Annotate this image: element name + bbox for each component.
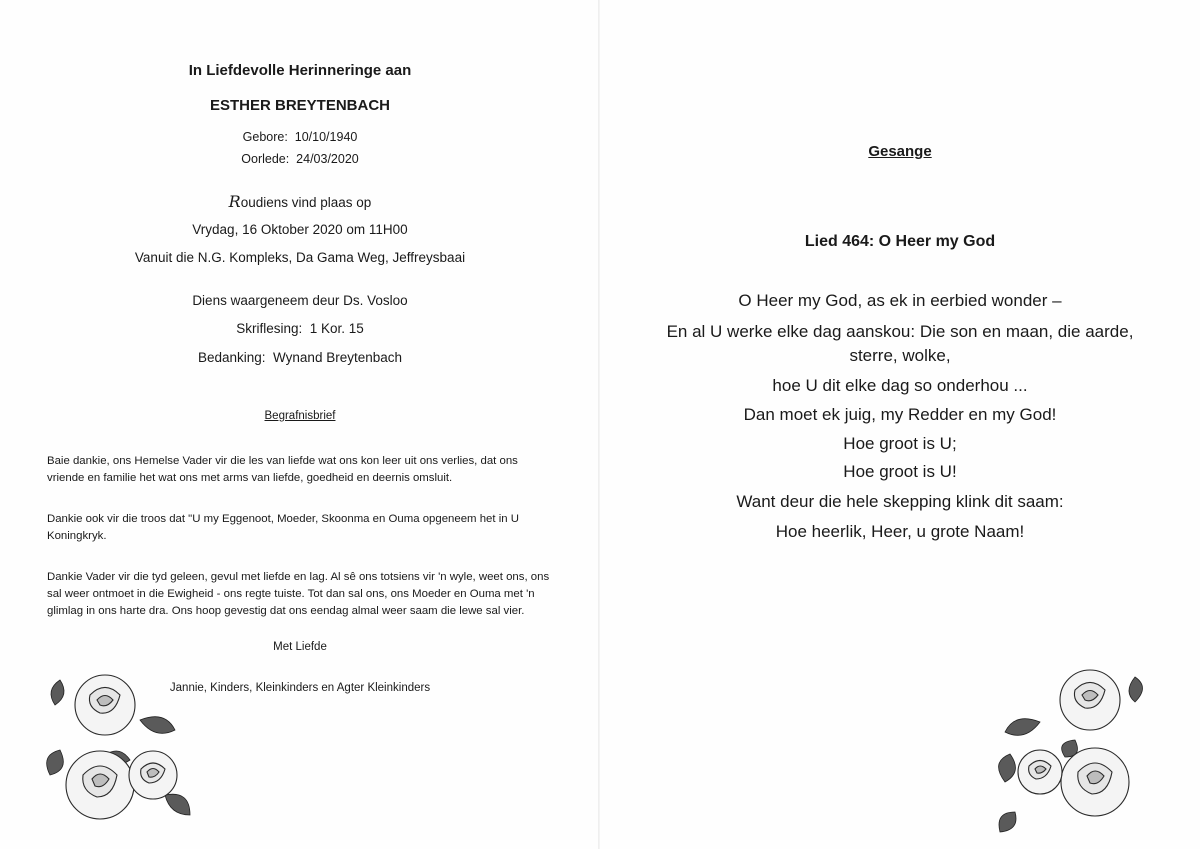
thanks-label: Bedanking: bbox=[197, 350, 266, 365]
hymn-line: hoe U dit elke dag so onderhou ... bbox=[772, 376, 1028, 395]
hymn-line: Dan moet ek juig, my Redder en my God! bbox=[743, 405, 1057, 424]
thanks-by: Wynand Breytenbach bbox=[273, 350, 403, 365]
died-line bbox=[0, 152, 600, 166]
venue: Vanuit die N.G. Kompleks, Da Gama Weg, Jeffreysbaai bbox=[134, 250, 466, 265]
letter-paragraph: Dankie ook vir die troos dat "U my Eggenoot, Moeder, Skoonma en Ouma opgeneem het in U Koningkryk. bbox=[47, 513, 519, 542]
rose-cluster-icon bbox=[45, 665, 195, 840]
letter-paragraph: Dankie Vader vir die tyd geleen, gevul met liefde en lag. Al sê ons totsiens vir 'n wyle, weet ons, ons sal weer ontmoet in die Ewigheid - ons regte tuiste. Tot dan sal ons, ons Moeder en Ouma met 'n glimlag in ons harte dra. Ons hoop gevestig dat ons eendag almal weer saam die lewe sal vier. bbox=[47, 571, 550, 617]
born-line bbox=[0, 130, 600, 144]
letter-title: Begrafnisbrief bbox=[264, 410, 336, 422]
scripture-line bbox=[0, 321, 600, 336]
hymn-line: Hoe groot is U! bbox=[843, 462, 957, 481]
hymn-title: Lied 464: O Heer my God bbox=[804, 233, 996, 250]
hymn-line: Hoe heerlik, Heer, u grote Naam! bbox=[775, 522, 1025, 541]
letter-paragraph: Baie dankie, ons Hemelse Vader vir die les van liefde wat ons kon leer uit ons verlies, dat ons vriende en familie het wat ons met arms van liefde, goedheid en deernis omsluit. bbox=[47, 455, 518, 484]
born-label: Gebore: bbox=[242, 130, 288, 144]
rose-cluster-icon bbox=[995, 662, 1150, 837]
hymn-line: Hoe groot is U; bbox=[843, 434, 957, 453]
service-date: Vrydag, 16 Oktober 2020 om 11H00 bbox=[192, 222, 408, 237]
officiant: Diens waargeneem deur Ds. Vosloo bbox=[192, 293, 408, 308]
hymn-line: O Heer my God, as ek in eerbied wonder – bbox=[738, 291, 1062, 310]
closing: Met Liefde bbox=[273, 641, 327, 653]
service-intro bbox=[0, 192, 600, 211]
service-intro-text: oudiens vind plaas op bbox=[240, 195, 372, 210]
scripture-reference: 1 Kor. 15 bbox=[309, 321, 364, 336]
hymn-line: En al U werke elke dag aanskou: Die son en maan, die aarde, bbox=[666, 322, 1134, 341]
right-page bbox=[600, 0, 1200, 849]
died-label: Oorlede: bbox=[241, 152, 290, 166]
born-date: 10/10/1940 bbox=[294, 130, 358, 144]
service-initial: R bbox=[228, 192, 241, 211]
thanks-line bbox=[0, 350, 600, 365]
hymn-line: Want deur die hele skepping klink dit saam: bbox=[736, 492, 1064, 511]
memorial-heading: In Liefdevolle Herinneringe aan bbox=[188, 62, 412, 79]
died-date: 24/03/2020 bbox=[296, 152, 359, 166]
section-title: Gesange bbox=[868, 143, 932, 160]
scripture-label: Skriflesing: bbox=[236, 321, 303, 336]
signature: Jannie, Kinders, Kleinkinders en Agter Kleinkinders bbox=[169, 682, 431, 694]
deceased-name: ESTHER BREYTENBACH bbox=[209, 97, 390, 114]
hymn-line: sterre, wolke, bbox=[849, 346, 951, 365]
